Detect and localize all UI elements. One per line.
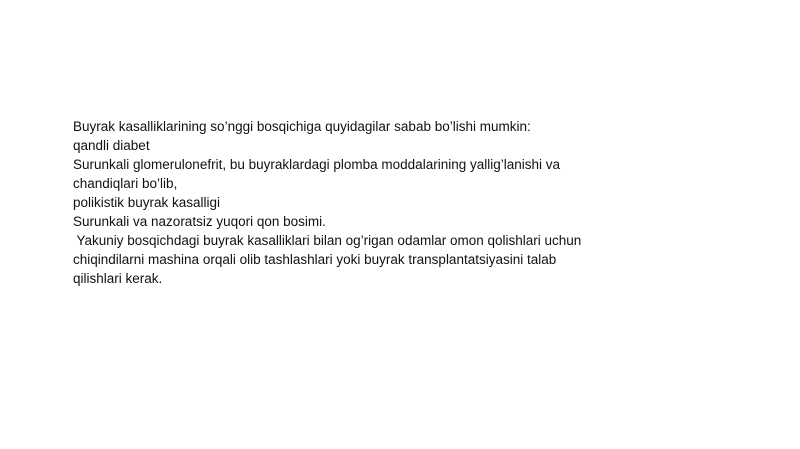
text-line-hypertension: Surunkali va nazoratsiz yuqori qon bosimi.: [73, 214, 326, 229]
text-line-final-stage-cont: chiqindilarni mashina orqali olib tashlashlari yoki buyrak transplantatsiyasini talab: [73, 252, 557, 267]
text-line-glomerulonephritis-cont: chandiqlari bo’lib,: [73, 176, 178, 191]
text-line-polycystic: polikistik buyrak kasalligi: [73, 195, 221, 210]
text-line-final-stage: Yakuniy bosqichdagi buyrak kasalliklari bilan og’rigan odamlar omon qolishlari uchun: [73, 233, 582, 248]
text-line-glomerulonephritis: Surunkali glomerulonefrit, bu buyraklardagi plomba moddalarining yallig’lanishi va: [73, 157, 561, 172]
text-line-intro: Buyrak kasalliklarining so’nggi bosqichiga quyidagilar sabab bo’lishi mumkin:: [73, 119, 531, 134]
text-line-final-stage-end: qilishlari kerak.: [73, 271, 163, 286]
slide-text-block: [73, 117, 613, 288]
text-line-diabetes: qandli diabet: [73, 138, 150, 153]
